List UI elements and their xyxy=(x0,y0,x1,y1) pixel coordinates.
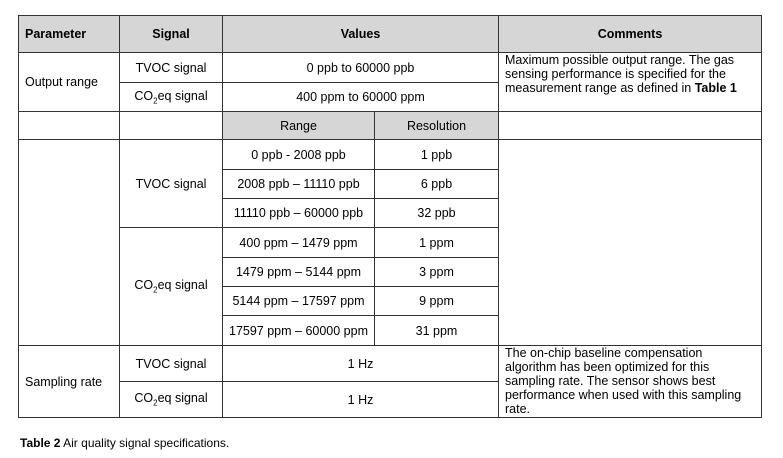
empty-cell xyxy=(499,112,762,140)
empty-cell xyxy=(120,112,223,140)
tvoc-signal-cell: TVOC signal xyxy=(120,140,223,228)
header-values: Values xyxy=(223,16,499,53)
parameter-sampling-rate: Sampling rate xyxy=(19,346,120,418)
subheader-range: Range xyxy=(223,112,375,140)
output-range-tvoc-row xyxy=(19,53,762,83)
output-range-comment xyxy=(499,53,762,112)
header-comments: Comments xyxy=(499,16,762,53)
signal-cell xyxy=(120,346,223,382)
resolution-cell: 31 ppm xyxy=(375,316,499,346)
signal-label-main: CO xyxy=(134,278,154,293)
resolution-cell: 32 ppb xyxy=(375,199,499,228)
sampling-rate-value: 1 Hz xyxy=(223,382,499,418)
output-range-value: 400 ppm to 60000 ppm xyxy=(223,83,499,112)
signal-label: TVOC signal xyxy=(135,60,207,75)
resolution-cell: 3 ppm xyxy=(375,258,499,287)
air-quality-spec-table xyxy=(18,15,762,418)
signal-label-rest: eq signal xyxy=(157,391,208,406)
resolution-cell: 6 ppb xyxy=(375,170,499,199)
empty-comment-cell xyxy=(499,140,762,346)
signal-cell xyxy=(120,382,223,418)
signal-label-sub: 2 xyxy=(153,96,158,106)
range-cell: 1479 ppm – 5144 ppm xyxy=(223,258,375,287)
range-cell: 17597 ppm – 60000 ppm xyxy=(223,316,375,346)
caption-text: Air quality signal specifications. xyxy=(60,436,230,450)
signal-label: TVOC signal xyxy=(135,356,207,371)
resolution-cell: 1 ppm xyxy=(375,228,499,258)
range-cell: 5144 ppm – 17597 ppm xyxy=(223,287,375,316)
comment-text: Maximum possible output range. The gas sensing performance is specified for the measurement range as defined in xyxy=(505,53,735,95)
range-cell: 0 ppb - 2008 ppb xyxy=(223,140,375,170)
empty-cell xyxy=(19,112,120,140)
header-parameter: Parameter xyxy=(19,16,120,53)
sampling-rate-tvoc-row xyxy=(19,346,762,382)
sampling-rate-comment: The on-chip baseline compensation algorithm has been optimized for this sampling rate. The sensor shows best performance when used with this sampling rate. xyxy=(499,346,762,418)
tvoc-resolution-row xyxy=(19,140,762,170)
parameter-output-range: Output range xyxy=(19,53,120,112)
co2-signal-cell xyxy=(120,228,223,346)
resolution-subheader-row xyxy=(19,112,762,140)
header-row xyxy=(19,16,762,53)
output-range-value: 0 ppb to 60000 ppb xyxy=(223,53,499,83)
subheader-resolution: Resolution xyxy=(375,112,499,140)
header-signal: Signal xyxy=(120,16,223,53)
table-caption xyxy=(20,436,229,450)
signal-label-sub: 2 xyxy=(153,285,158,295)
resolution-cell: 1 ppb xyxy=(375,140,499,170)
range-cell: 2008 ppb – 11110 ppb xyxy=(223,170,375,199)
range-cell: 400 ppm – 1479 ppm xyxy=(223,228,375,258)
signal-label-main: CO xyxy=(134,88,154,103)
signal-label-sub: 2 xyxy=(153,398,158,408)
signal-cell xyxy=(120,83,223,112)
caption-label: Table 2 xyxy=(20,436,61,450)
signal-label-main: CO xyxy=(134,391,154,406)
signal-label-rest: eq signal xyxy=(157,88,208,103)
empty-parameter-cell xyxy=(19,140,120,346)
resolution-cell: 9 ppm xyxy=(375,287,499,316)
range-cell: 11110 ppb – 60000 ppb xyxy=(223,199,375,228)
signal-label-rest: eq signal xyxy=(157,278,208,293)
sampling-rate-value: 1 Hz xyxy=(223,346,499,382)
comment-table-ref: Table 1 xyxy=(694,81,737,95)
signal-cell xyxy=(120,53,223,83)
